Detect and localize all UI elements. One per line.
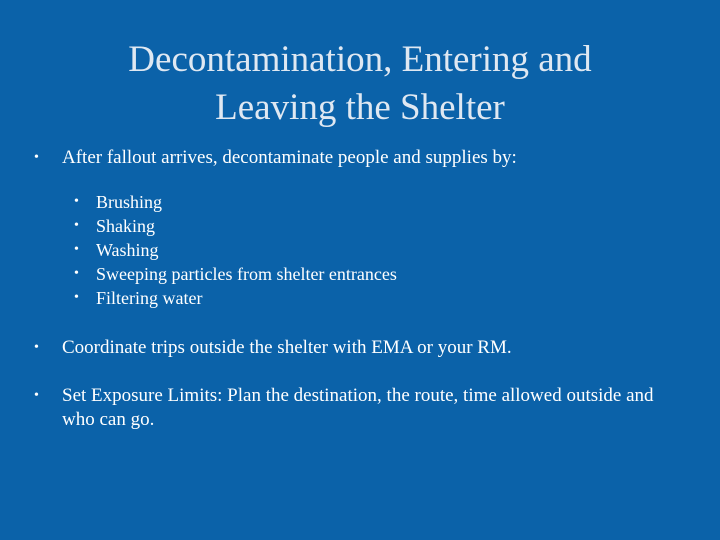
bullet-item-2 bbox=[34, 336, 694, 360]
bullet-item-3 bbox=[34, 384, 674, 432]
sub-bullet-item-3 bbox=[74, 238, 159, 262]
bullet-item-1 bbox=[34, 146, 694, 170]
bullet-icon: • bbox=[74, 266, 79, 281]
bullet-text: After fallout arrives, decontaminate people and supplies by: bbox=[62, 147, 517, 168]
sub-bullet-text: Washing bbox=[96, 240, 159, 260]
bullet-icon: • bbox=[74, 218, 79, 233]
bullet-text: Set Exposure Limits: Plan the destination, the route, time allowed outside and who can go. bbox=[62, 385, 654, 430]
sub-bullet-text: Brushing bbox=[96, 192, 163, 212]
slide-title bbox=[40, 36, 680, 132]
sub-bullet-item-2 bbox=[74, 214, 155, 238]
bullet-icon: • bbox=[34, 150, 39, 165]
title-line-1: Decontamination, Entering and bbox=[128, 39, 592, 80]
bullet-icon: • bbox=[74, 194, 79, 209]
bullet-icon: • bbox=[74, 290, 79, 305]
bullet-icon: • bbox=[74, 242, 79, 257]
sub-bullet-item-4 bbox=[74, 262, 397, 286]
sub-bullet-text: Filtering water bbox=[96, 288, 203, 308]
sub-bullet-item-1 bbox=[74, 190, 162, 214]
sub-bullet-item-5 bbox=[74, 286, 202, 310]
bullet-icon: • bbox=[34, 340, 39, 355]
bullet-text: Coordinate trips outside the shelter with EMA or your RM. bbox=[62, 337, 512, 358]
title-line-2: Leaving the Shelter bbox=[215, 87, 505, 128]
sub-bullet-text: Sweeping particles from shelter entrances bbox=[96, 264, 397, 284]
sub-bullet-text: Shaking bbox=[96, 216, 156, 236]
bullet-icon: • bbox=[34, 388, 39, 403]
